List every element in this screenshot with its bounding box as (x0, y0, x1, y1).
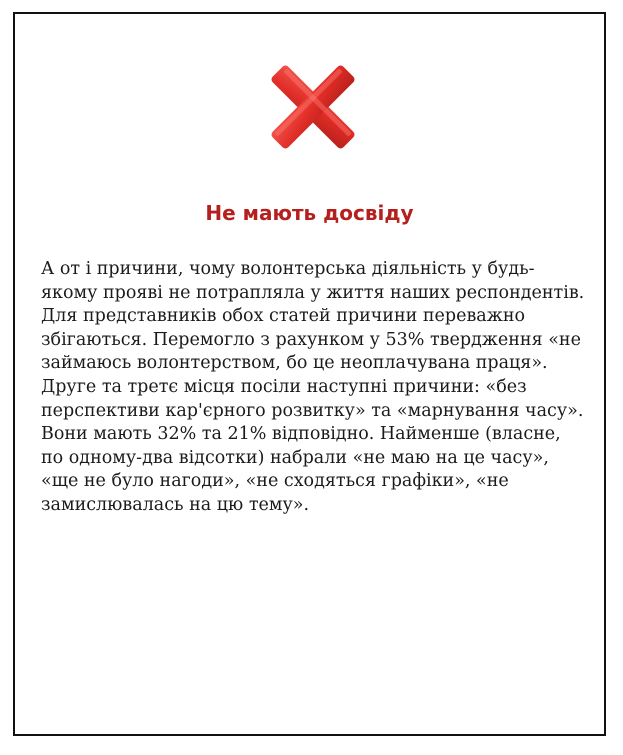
card-body-text: А от і причини, чому волонтерська діяльність у будь-якому прояві не потрапляла у життя наших респондентів. Для представників обох статей причини переважно збігаються. Перемогло з рахунком у 53% твердження «не займаюсь волонтерством, бо це неоплачувана праця». Друге та третє місця посіли наступні причини: «без перспективи кар'єрного розвитку» та «марнування часу». Вони мають 32% та 21% відповідно. Найменше (власне, по одному-два відсотки) набрали «не маю на це часу», «ще не було нагоди», «не сходяться графіки», «не замислювалась на цю тему». (41, 259, 585, 515)
info-card (13, 12, 606, 736)
cross-mark-icon (268, 62, 358, 152)
card-title: Не мають досвіду (205, 201, 414, 225)
